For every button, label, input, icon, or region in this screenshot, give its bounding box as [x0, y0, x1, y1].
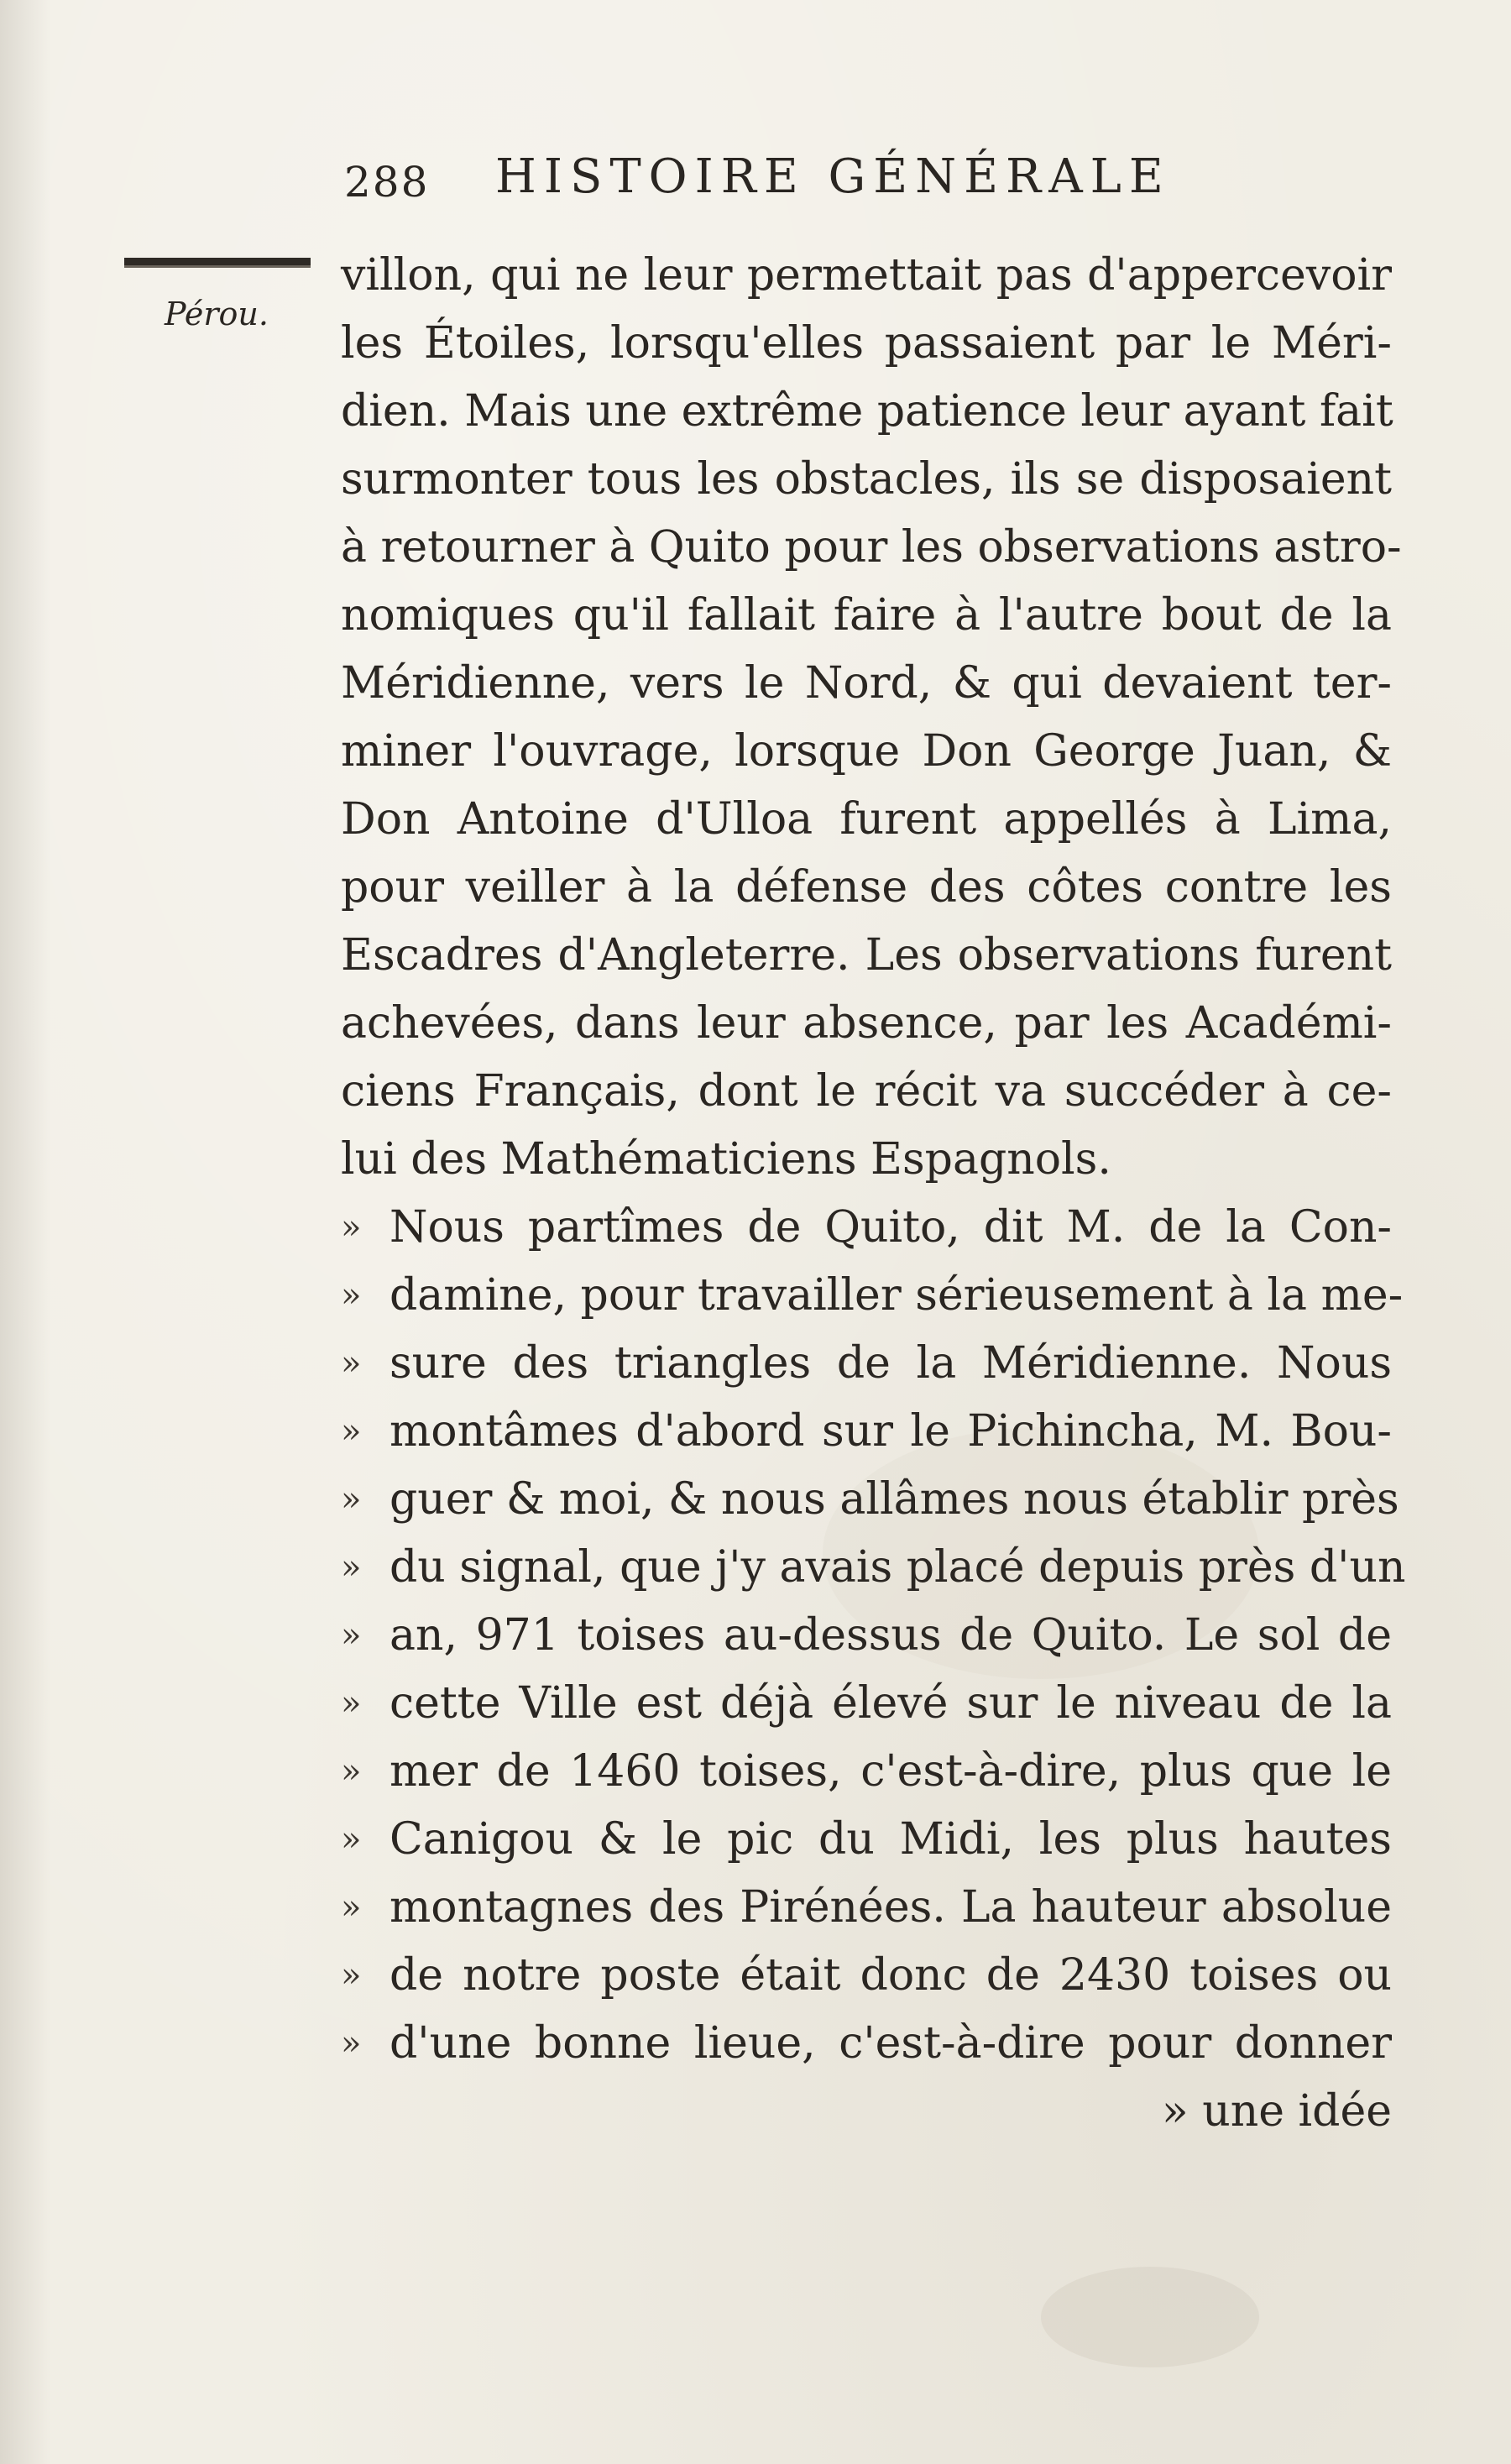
text-line: à retourner à Quito pour les observations astro- [341, 522, 1402, 573]
running-title: HISTOIRE GÉNÉRALE [495, 149, 1171, 204]
text-line: Escadres d'Angleterre. Les observations furent [341, 930, 1392, 981]
quoted-line [341, 1466, 1399, 1534]
text-line: villon, qui ne leur permettait pas d'appercevoir [341, 250, 1392, 301]
quote-mark: » [341, 1752, 362, 1791]
quote-mark: » [341, 1344, 362, 1383]
running-head [344, 149, 1385, 217]
quote-mark: » [341, 1956, 362, 1995]
quoted-line [341, 1806, 1392, 1874]
text-line: nomiques qu'il fallait faire à l'autre bout de la [341, 590, 1392, 641]
quoted-line [341, 1330, 1392, 1398]
quoted-text: montagnes des Pirénées. La hauteur absolue [390, 1882, 1392, 1933]
paper-stain [1041, 2267, 1259, 2367]
quoted-text: Canigou & le pic du Midi, les plus hautes [390, 1814, 1392, 1865]
spine-shadow [0, 0, 50, 2464]
quoted-text: montâmes d'abord sur le Pichincha, M. Bou- [390, 1406, 1392, 1457]
body-text [341, 242, 1406, 2146]
text-line: achevées, dans leur absence, par les Académi- [341, 998, 1392, 1049]
quote-mark: » [341, 1412, 362, 1451]
quoted-line [341, 1874, 1392, 1942]
quoted-line [341, 1602, 1392, 1670]
quoted-text: de notre poste était donc de 2430 toises ou [390, 1950, 1392, 2001]
quote-mark: » [341, 1480, 362, 1519]
quoted-line [341, 1398, 1392, 1466]
quoted-text: damine, pour travailler sérieusement à la me- [390, 1270, 1404, 1321]
quote-mark: » [341, 1820, 362, 1859]
text-line: miner l'ouvrage, lorsque Don George Juan, & [341, 726, 1392, 777]
text-line: surmonter tous les obstacles, ils se disposaient [341, 454, 1392, 505]
quoted-text: guer & moi, & nous allâmes nous établir près [390, 1474, 1399, 1525]
quoted-text: cette Ville est déjà élevé sur le niveau de la [390, 1678, 1392, 1729]
quote-mark: » [341, 1888, 362, 1927]
text-line: les Étoiles, lorsqu'elles passaient par le Méri- [341, 318, 1392, 369]
quote-mark: » [341, 1208, 362, 1247]
margin-note: Pérou. [165, 296, 269, 332]
text-line: Méridienne, vers le Nord, & qui devaient ter- [341, 658, 1392, 709]
quote-mark: » [341, 1684, 362, 1723]
quoted-line [341, 1262, 1404, 1330]
quoted-line [341, 2010, 1392, 2078]
quoted-line [341, 1194, 1392, 1262]
quote-mark: » [341, 1548, 362, 1587]
quoted-text: sure des triangles de la Méridienne. Nous [390, 1338, 1392, 1389]
text-line: ciens Français, dont le récit va succéder à ce- [341, 1066, 1392, 1117]
text-line: lui des Mathématiciens Espagnols. [341, 1134, 1111, 1185]
quoted-text: mer de 1460 toises, c'est-à-dire, plus que le [390, 1746, 1392, 1797]
text-line: Don Antoine d'Ulloa furent appellés à Lima, [341, 794, 1392, 845]
quoted-text: Nous partîmes de Quito, dit M. de la Con- [390, 1202, 1392, 1253]
quoted-line [341, 1942, 1392, 2010]
quote-mark: » [341, 1276, 362, 1315]
quote-mark: » [341, 1616, 362, 1655]
text-line: pour veiller à la défense des côtes contre les [341, 862, 1392, 913]
text-line: dien. Mais une extrême patience leur ayant fait [341, 386, 1393, 437]
catchword: » une idée [1161, 2086, 1392, 2137]
quote-mark: » [341, 2024, 362, 2063]
page-number: 288 [344, 158, 430, 207]
quoted-line [341, 1670, 1392, 1738]
quoted-text: an, 971 toises au-dessus de Quito. Le sol de [390, 1610, 1392, 1661]
quoted-line [341, 1534, 1406, 1602]
quoted-line [341, 1738, 1392, 1806]
margin-rule [124, 258, 311, 268]
quoted-text: d'une bonne lieue, c'est-à-dire pour donner [390, 2018, 1392, 2069]
quoted-text: du signal, que j'y avais placé depuis près d'un [390, 1542, 1406, 1593]
